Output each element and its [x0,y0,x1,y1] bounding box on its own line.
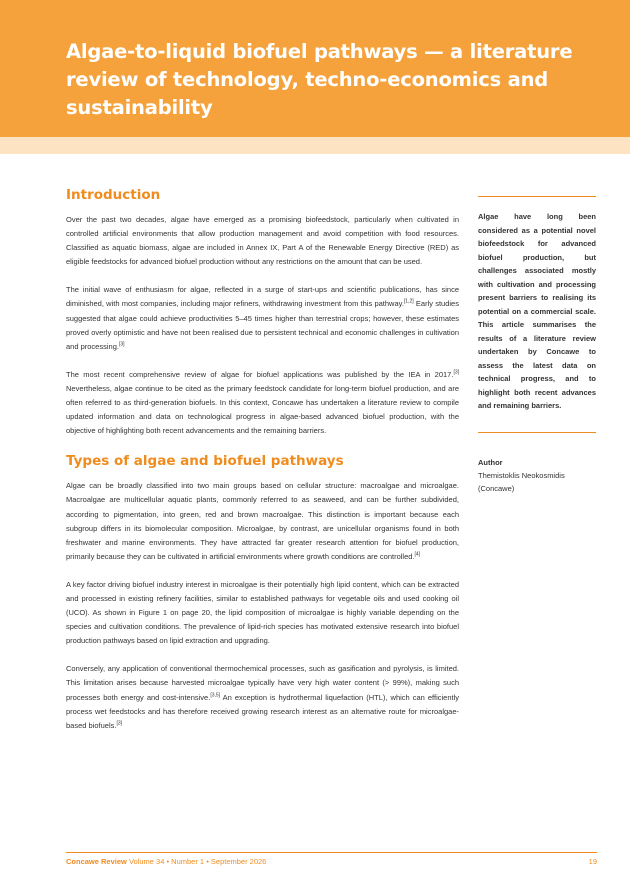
citation-ref: [3] [118,341,125,348]
footer-rule [66,852,597,853]
page-footer [66,857,597,867]
page-number: 19 [588,857,597,866]
author-organisation: (Concawe) [478,484,515,493]
sidebar-bottom-rule [478,432,596,433]
sidebar-top-rule [478,196,596,197]
paragraph: Over the past two decades, algae have emerged as a promising biofeedstock, particularly when cultivated in controlled artificial environments that allow production management and avoid competition with food resources. Classified as aquatic biomass, algae are included in Annex IX, Part A of the Renewable Energy Directive (RED) as eligible feedstocks for advanced biofuel production without any restrictions on the amount that can be used. [66,215,459,267]
paragraph: A key factor driving biofuel industry interest in microalgae is their potentially high lipid content, which can be extracted and processed in existing refinery facilities, similar to established pathways for vegetable oils and used cooking oil (UCO). As shown in Figure 1 on page 20, the lipid composition of microalgae is highly variable depending on the species and cultivation conditions. The prevalence of lipid-rich species has motivated extensive research into biofuel production pathways based on lipid extraction and upgrading. [66,579,459,646]
paragraph: The most recent comprehensive review of algae for biofuel applications was published by the IEA in 2017.[3] Nevertheless, algae continue to be cited as the primary feedstock candidate for long-term biofuel production, and are often referred to as third-generation biofuels. In this context, Concawe has undertaken a literature review to compile updated information and data on technological progress in algae-based advanced biofuel production, with the objective of highlighting both recent advancements and the remaining barriers. [66,369,459,436]
section-heading-introduction: Introduction [66,187,161,203]
citation-ref: [3] [453,369,459,376]
citation-ref: [3,5] [210,692,221,699]
banner-strip [0,137,630,154]
author-block [478,456,596,495]
footer-issue: Volume 34 • Number 1 • September 2026 [126,857,267,866]
footer-journal: Concawe Review [66,857,127,866]
main-column [66,186,459,747]
citation-ref: [3] [116,720,123,727]
sidebar [478,196,596,433]
paragraph: Algae can be broadly classified into two main groups based on cellular structure: macroalgae and microalgae. Macroalgae are multicellular aquatic plants, commonly referred to as seaweed, and can be further subdivided, according to pigmentation, into green, red and brown macroalgae. This distinction is important because each subgroup differs in its biomolecular composition. Microalgae, by contrast, are unicellular organisms found in both freshwater and marine environments. They have attracted far greater research attention for biofuel production, primarily because they can be cultivated in artificial environments where growth conditions are controlled.[4] [66,481,459,561]
author-name: Themistoklis Neokosmidis [478,471,565,480]
article-summary: Algae have long been considered as a potential novel biofeedstock for advanced biofuel production, but challenges associated mostly with cultivation and processing present barriers to realising its potential on a commercial scale. This article summarises the results of a literature review undertaken by Concawe to assess the latest data on technical progress, and to highlight both recent advances and remaining barriers. [478,212,596,410]
section-heading-types-of-algae: Types of algae and biofuel pathways [66,453,344,470]
title-banner [0,0,630,137]
paragraph: Conversely, any application of conventional thermochemical processes, such as gasification and pyrolysis, is limited. This limitation arises because harvested microalgae typically have very high water content (> 99%), making such processes both energy and cost-intensive.[3,5] An exception is hydrothermal liquefaction (HTL), which can efficiently process wet feedstocks and has therefore received growing research interest as an alternative route for microalgae-based biofuels.[3] [66,664,460,730]
citation-ref: [4] [414,551,421,558]
paragraph: The initial wave of enthusiasm for algae, reflected in a surge of start-ups and scientific publications, has since diminished, with most companies, including major refiners, withdrawing investment from this pathway.[1,2] Early studies suggested that algae could achieve productivities 5–45 times higher than terrestrial crops; however, these estimates proved overly optimistic and have not been realised due to persistent technical and economic challenges in cultivation and processing.[3] [66,285,459,351]
article-title: Algae-to-liquid biofuel pathways — a literature review of technology, techno-economics and sustainability [66,40,573,119]
author-label: Author [478,458,503,467]
citation-ref: [1,2] [403,298,414,305]
